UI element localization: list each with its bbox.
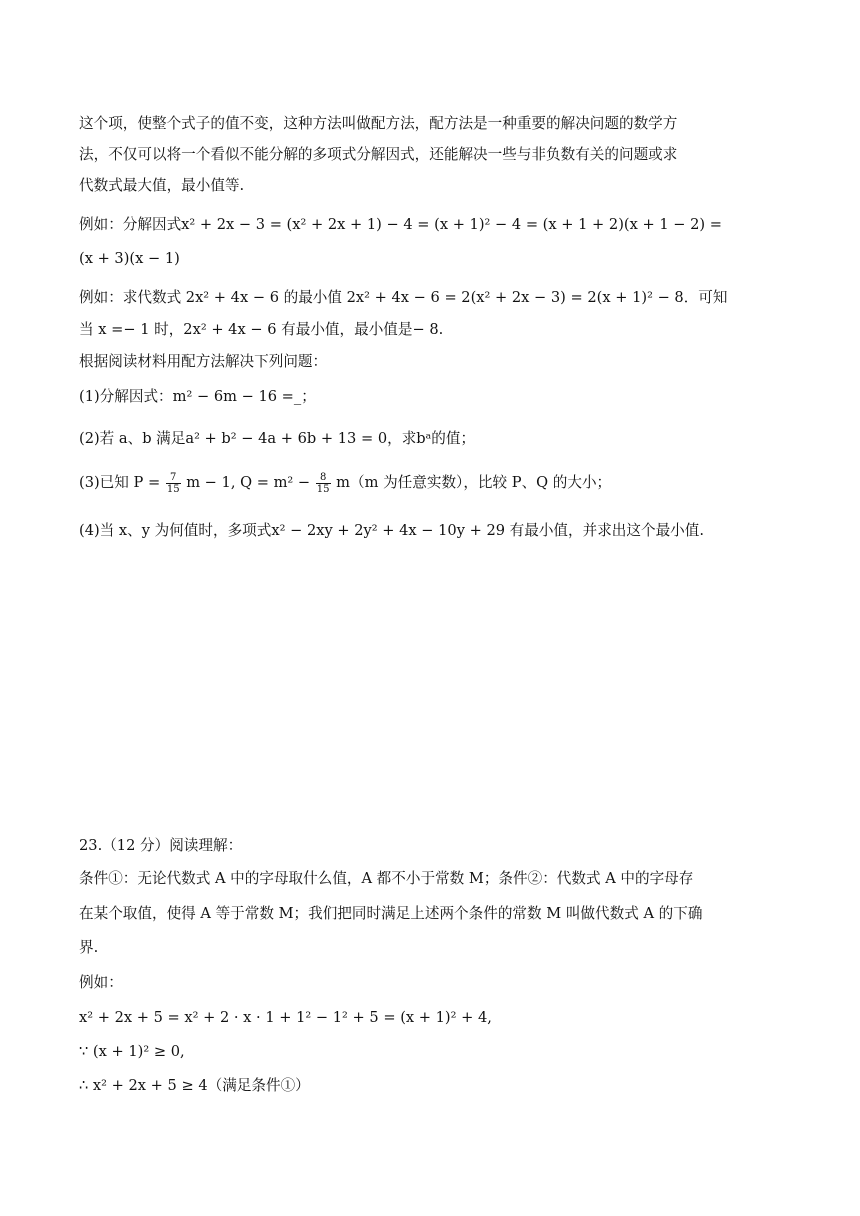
fraction-7-15 [166,472,181,495]
problem23-equation-2: ∵ (x + 1)² ≥ 0, [79,1043,185,1060]
fraction-8-15-numerator: 8 [316,472,331,484]
problem23-equation-1: x² + 2x + 5 = x² + 2 · x · 1 + 1² − 1² + 5 = (x + 1)² + 4, [79,1009,492,1026]
problem23-condition-line-1: 条件①：无论代数式 A 中的字母取什么值，A 都不小于常数 M；条件②：代数式 A 中的字母存 [79,870,694,887]
problem23-header: 23.（12 分）阅读理解： [79,837,243,854]
fraction-7-15-numerator: 7 [166,472,181,484]
question-3 [79,471,790,495]
example2-line-1: 例如：求代数式 2x² + 4x − 6 的最小值 2x² + 4x − 6 = 2(x² + 2x − 3) = 2(x + 1)² − 8．可知 [79,289,728,306]
intro-line-2: 法，不仅可以将一个看似不能分解的多项式分解因式，还能解决一些与非负数有关的问题或求 [79,146,678,163]
example2-line-2: 当 x =− 1 时，2x² + 4x − 6 有最小值，最小值是− 8. [79,321,444,338]
intro-line-1: 这个项，使整个式子的值不变，这种方法叫做配方法，配方法是一种重要的解决问题的数学方 [79,115,678,132]
question-3-mid: m − 1, Q = m² − [186,474,311,491]
example1-line-1: 例如：分解因式x² + 2x − 3 = (x² + 2x + 1) − 4 = (x + 1)² − 4 = (x + 1 + 2)(x + 1 − 2) = [79,216,722,233]
example1-line-2: (x + 3)(x − 1) [79,250,180,267]
problem23-condition-line-3: 界. [79,939,99,956]
problem23-equation-3: ∴ x² + 2x + 5 ≥ 4（满足条件①） [79,1077,310,1094]
fraction-8-15-denominator: 15 [316,483,330,495]
question-3-post: m（m 为任意实数），比较 P、Q 的大小； [336,474,612,491]
question-3-pre: (3)已知 P = [79,474,161,491]
question-2: (2)若 a、b 满足a² + b² − 4a + 6b + 13 = 0，求bᵃ的值； [79,430,476,447]
fraction-7-15-denominator: 15 [166,483,180,495]
fraction-8-15 [316,472,331,495]
problem23-example-label: 例如： [79,974,123,991]
question-4: (4)当 x、y 为何值时，多项式x² − 2xy + 2y² + 4x − 10y + 29 有最小值，并求出这个最小值. [79,522,705,539]
intro-line-3: 代数式最大值，最小值等. [79,177,245,194]
instruction-text: 根据阅读材料用配方法解决下列问题： [79,353,328,370]
problem23-condition-line-2: 在某个取值，使得 A 等于常数 M；我们把同时满足上述两个条件的常数 M 叫做代数式 A 的下确 [79,905,703,922]
question-1: (1)分解因式：m² − 6m − 16 =_； [79,388,316,405]
